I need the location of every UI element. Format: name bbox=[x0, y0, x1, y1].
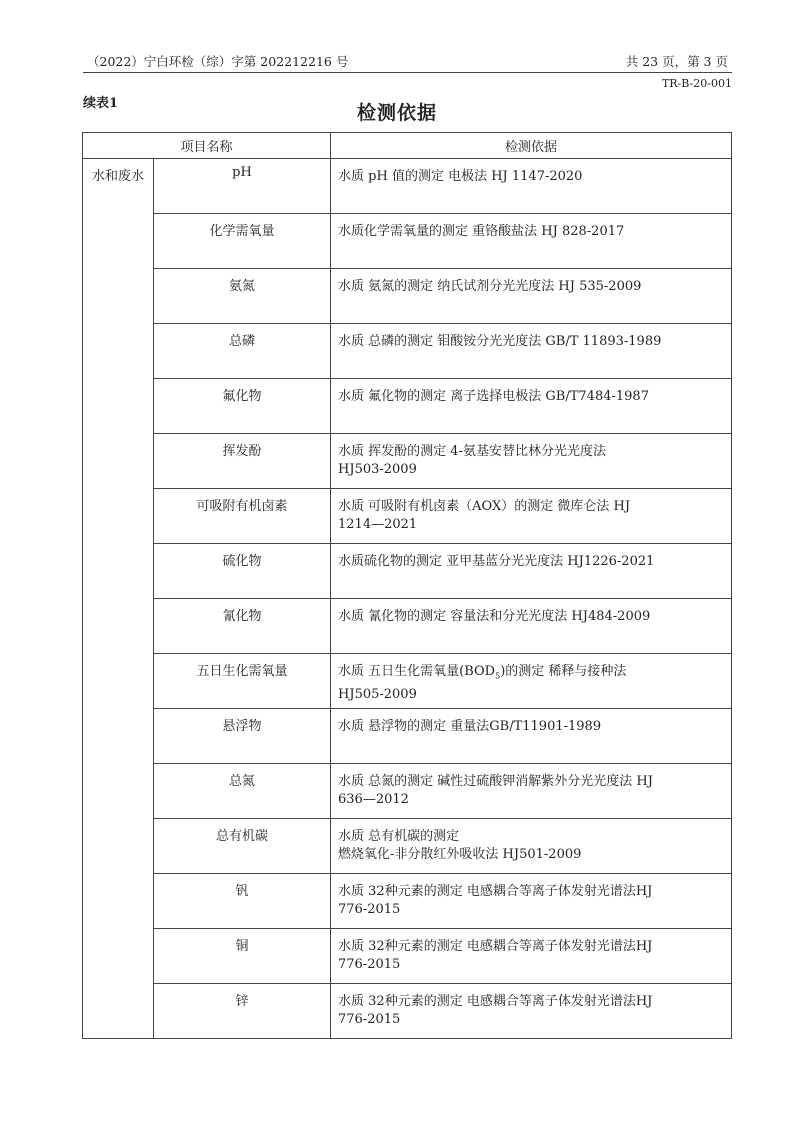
item-name: 总氮 bbox=[154, 764, 331, 819]
basis-text: 水质 挥发酚的测定 4-氨基安替比林分光光度法 HJ503-2009 bbox=[331, 434, 732, 489]
basis-text: 水质 总有机碳的测定 燃烧氧化-非分散红外吸收法 HJ501-2009 bbox=[331, 819, 732, 874]
basis-text: 水质 氨氮的测定 纳氏试剂分光光度法 HJ 535-2009 bbox=[331, 269, 732, 324]
basis-text: 水质硫化物的测定 亚甲基蓝分光光度法 HJ1226-2021 bbox=[331, 544, 732, 599]
doc-id: TR-B-20-001 bbox=[661, 77, 732, 90]
table-row bbox=[83, 159, 732, 214]
table-row bbox=[83, 819, 732, 874]
table-row bbox=[83, 709, 732, 764]
bod-subscript: 5 bbox=[495, 671, 501, 681]
item-name: 硫化物 bbox=[154, 544, 331, 599]
table-header-row bbox=[83, 133, 732, 159]
table-row bbox=[83, 874, 732, 929]
basis-text: 水质 可吸附有机卤素（AOX）的测定 微库仑法 HJ 1214—2021 bbox=[331, 489, 732, 544]
page-header bbox=[83, 50, 732, 70]
table-row bbox=[83, 489, 732, 544]
basis-text: 水质化学需氧量的测定 重铬酸盐法 HJ 828-2017 bbox=[331, 214, 732, 269]
table-row bbox=[83, 599, 732, 654]
item-name: 可吸附有机卤素 bbox=[154, 489, 331, 544]
item-name: 钒 bbox=[154, 874, 331, 929]
table-row bbox=[83, 929, 732, 984]
basis-text: 水质 氰化物的测定 容量法和分光光度法 HJ484-2009 bbox=[331, 599, 732, 654]
table-row bbox=[83, 379, 732, 434]
basis-text: 水质 pH 值的测定 电极法 HJ 1147-2020 bbox=[331, 159, 732, 214]
item-name: 化学需氧量 bbox=[154, 214, 331, 269]
table-row bbox=[83, 544, 732, 599]
table-row bbox=[83, 434, 732, 489]
item-name: 总磷 bbox=[154, 324, 331, 379]
header-divider bbox=[83, 72, 732, 73]
basis-text bbox=[331, 654, 732, 709]
report-number: （2022）宁白环检（综）字第 202212216 号 bbox=[87, 54, 349, 69]
item-name: 氨氮 bbox=[154, 269, 331, 324]
column-header-item: 项目名称 bbox=[83, 133, 331, 159]
table-row bbox=[83, 764, 732, 819]
table-row bbox=[83, 214, 732, 269]
basis-text-part: 水质 五日生化需氧量(BOD bbox=[338, 664, 496, 679]
page-count: 共 23 页，第 3 页 bbox=[625, 54, 728, 69]
item-name: 氰化物 bbox=[154, 599, 331, 654]
basis-text: 水质 总磷的测定 钼酸铵分光光度法 GB/T 11893-1989 bbox=[331, 324, 732, 379]
table-row bbox=[83, 984, 732, 1039]
table-row bbox=[83, 654, 732, 709]
item-name: 总有机碳 bbox=[154, 819, 331, 874]
category-cell: 水和废水 bbox=[83, 159, 154, 1039]
basis-text: 水质 悬浮物的测定 重量法GB/T11901-1989 bbox=[331, 709, 732, 764]
table-row bbox=[83, 269, 732, 324]
item-name: 氟化物 bbox=[154, 379, 331, 434]
basis-text-part: )的测定 稀释与接种法 HJ505-2009 bbox=[338, 664, 627, 702]
item-name: 挥发酚 bbox=[154, 434, 331, 489]
item-name: 锌 bbox=[154, 984, 331, 1039]
item-name: pH bbox=[154, 159, 331, 214]
page-title: 检测依据 bbox=[356, 102, 437, 124]
continued-label: 续表1 bbox=[83, 96, 119, 111]
basis-table bbox=[82, 132, 732, 1039]
item-name: 五日生化需氧量 bbox=[154, 654, 331, 709]
item-name: 铜 bbox=[154, 929, 331, 984]
basis-text: 水质 32种元素的测定 电感耦合等离子体发射光谱法HJ 776-2015 bbox=[331, 929, 732, 984]
basis-text: 水质 氟化物的测定 离子选择电极法 GB/T7484-1987 bbox=[331, 379, 732, 434]
basis-text: 水质 32种元素的测定 电感耦合等离子体发射光谱法HJ 776-2015 bbox=[331, 984, 732, 1039]
column-header-basis: 检测依据 bbox=[331, 133, 732, 159]
item-name: 悬浮物 bbox=[154, 709, 331, 764]
basis-text: 水质 总氮的测定 碱性过硫酸钾消解紫外分光光度法 HJ 636—2012 bbox=[331, 764, 732, 819]
basis-text: 水质 32种元素的测定 电感耦合等离子体发射光谱法HJ 776-2015 bbox=[331, 874, 732, 929]
table-row bbox=[83, 324, 732, 379]
